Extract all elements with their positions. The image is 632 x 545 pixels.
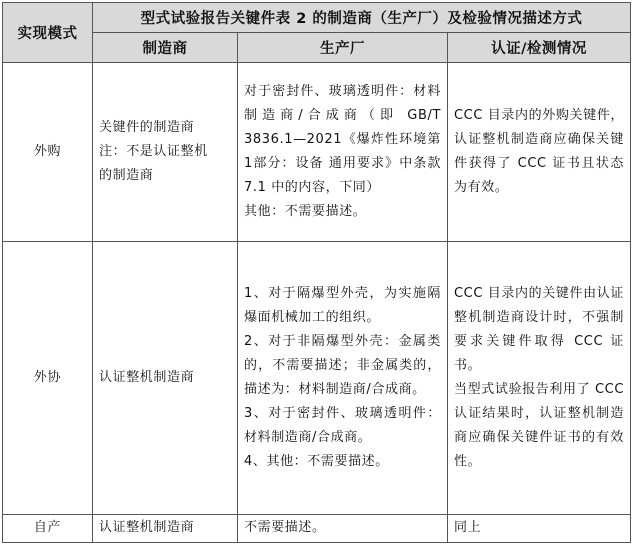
mode-column-header: 实现模式 (3, 3, 93, 63)
manufacturer-cell (93, 242, 238, 514)
table-row-self-produced (3, 514, 631, 542)
factory-cell (238, 242, 448, 514)
manufacturer-line: 关键件的制造商 (99, 120, 195, 136)
manufacturer-cell (93, 514, 238, 542)
certification-paragraph: CCC 目录内的外购关键件，认证整机制造商应确保关键件获得了 CCC 证书且状态为有效。 (454, 108, 624, 196)
key-components-table (2, 2, 631, 543)
factory-paragraph: 2、对于非隔爆型外壳：金属类的，不需要描述；非金属类的，描述为：材料制造商/合成商。 (244, 334, 441, 398)
factory-paragraph: 1、对于隔爆型外壳，为实施隔爆面机械加工的组织。 (244, 286, 441, 326)
certification-cell (448, 242, 631, 514)
table-title: 型式试验报告关键件表 2 的制造商（生产厂）及检验情况描述方式 (93, 3, 631, 33)
manufacturer-line: 认证整机制造商 (99, 520, 195, 536)
table-row-outsourced (3, 63, 631, 242)
certification-cell (448, 514, 631, 542)
certification-paragraph: 同上 (454, 520, 482, 536)
certification-paragraph: 当型式试验报告利用了 CCC 认证结果时，认证整机制造商应确保关键件证书的有效性。 (454, 382, 624, 470)
manufacturer-column-header: 制造商 (93, 33, 238, 63)
certification-paragraph: CCC 目录内的关键件由认证整机制造商设计时，不强制要求关键件取得 CCC 证书。 (454, 286, 624, 374)
manufacturer-note-line: 注：不是认证整机 (99, 144, 208, 160)
factory-paragraph: 3、对于密封件、玻璃透明件：材料制造商/合成商。 (244, 406, 441, 446)
title-row (3, 3, 631, 33)
manufacturer-cell (93, 63, 238, 242)
column-header-row (3, 33, 631, 63)
certification-column-header: 认证/检测情况 (448, 33, 631, 63)
mode-cell: 自产 (3, 514, 93, 542)
factory-paragraph: 其他：不需要描述。 (244, 204, 367, 220)
factory-cell (238, 63, 448, 242)
factory-column-header: 生产厂 (238, 33, 448, 63)
factory-cell (238, 514, 448, 542)
factory-paragraph: 对于密封件、玻璃透明件：材料制造商/合成商（即 GB/T 3836.1—2021《爆炸性环境第1部分：设备 通用要求》中条款 7.1 中的内容，下同） (244, 84, 441, 196)
certification-cell (448, 63, 631, 242)
manufacturer-line: 认证整机制造商 (99, 370, 195, 386)
manufacturer-note-line: 的制造商 (99, 168, 154, 184)
table-row-subcontracted (3, 242, 631, 514)
mode-cell: 外协 (3, 242, 93, 514)
mode-cell: 外购 (3, 63, 93, 242)
factory-paragraph: 4、其他：不需要描述。 (244, 454, 389, 470)
factory-paragraph: 不需要描述。 (244, 520, 326, 536)
